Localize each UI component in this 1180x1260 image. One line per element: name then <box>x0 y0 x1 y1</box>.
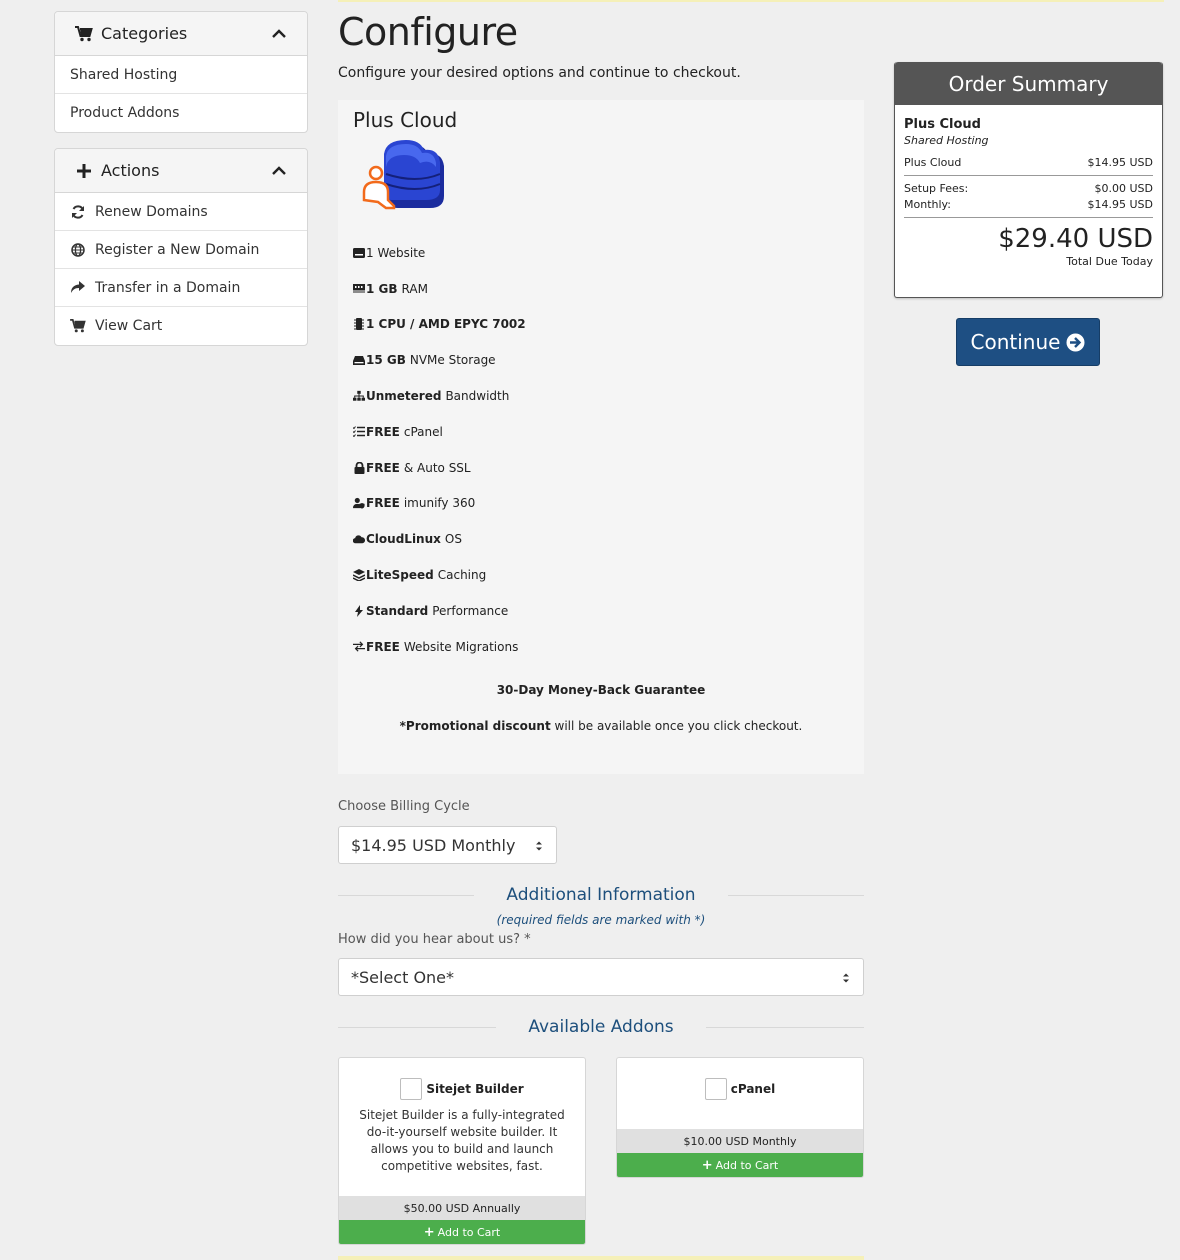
summary-monthly-label: Monthly: <box>904 198 951 211</box>
hear-about-label: How did you hear about us? * <box>338 932 531 947</box>
feature-ssl <box>353 450 843 486</box>
hear-about-select[interactable] <box>338 958 864 996</box>
feature-imunify <box>353 486 843 522</box>
feature-text: imunify 360 <box>403 496 476 511</box>
addon-price: $50.00 USD Annually <box>339 1196 585 1220</box>
select-arrows-icon <box>841 970 851 984</box>
feature-text: cPanel <box>403 424 443 439</box>
summary-monthly <box>904 198 1153 211</box>
plus-icon <box>75 162 93 180</box>
feature-migrations <box>353 629 843 665</box>
summary-product-group: Shared Hosting <box>904 134 989 147</box>
sidebar-item-product-addons[interactable] <box>55 94 307 132</box>
top-border <box>338 0 1164 2</box>
feature-bandwidth <box>353 378 843 414</box>
feature-bold: Unmetered <box>366 389 442 404</box>
feature-bold: 1 GB <box>366 281 398 296</box>
hear-about-value: *Select One* <box>351 967 455 987</box>
exchange-icon <box>353 641 365 653</box>
feature-text: Caching <box>437 568 487 583</box>
order-summary <box>894 62 1163 298</box>
sidebar-item-label: View Cart <box>95 318 163 334</box>
addon-checkbox[interactable] <box>705 1078 727 1100</box>
bolt-icon <box>353 605 365 617</box>
feature-websites <box>353 235 843 271</box>
cart-icon <box>75 25 93 43</box>
addon-header <box>617 1078 863 1100</box>
cloud-icon <box>353 533 365 545</box>
feature-text: NVMe Storage <box>409 353 496 368</box>
share-icon <box>70 280 86 296</box>
divider <box>728 895 864 896</box>
feature-text: Website Migrations <box>403 639 519 654</box>
network-icon <box>353 390 365 402</box>
summary-setup-label: Setup Fees: <box>904 182 969 195</box>
arrow-circle-right-icon <box>1066 333 1085 352</box>
divider <box>904 217 1153 218</box>
additional-info-header <box>338 885 864 905</box>
feature-text: RAM <box>401 281 428 296</box>
microchip-icon <box>353 318 365 330</box>
sidebar-item-shared-hosting[interactable] <box>55 56 307 94</box>
continue-button[interactable] <box>956 318 1100 366</box>
guarantee-text: 30-Day Money-Back Guarantee <box>496 683 706 697</box>
categories-panel <box>54 11 308 133</box>
feature-cpu <box>353 307 843 343</box>
cloud-user-icon <box>360 140 460 216</box>
addon-cpanel <box>616 1057 864 1178</box>
addon-header <box>339 1078 585 1100</box>
addon-price: $10.00 USD Monthly <box>617 1129 863 1153</box>
memory-icon <box>353 283 365 295</box>
page-title: Configure <box>338 10 518 54</box>
summary-line-label: Plus Cloud <box>904 156 962 169</box>
sidebar-item-register-domain[interactable] <box>55 231 307 269</box>
sidebar-item-label: Renew Domains <box>95 203 208 220</box>
addon-sitejet <box>338 1057 586 1245</box>
globe-icon <box>70 242 86 258</box>
chevron-up-icon[interactable] <box>271 163 287 179</box>
feature-bold: FREE <box>366 424 400 439</box>
continue-label: Continue <box>970 330 1061 354</box>
categories-title: Categories <box>101 24 188 43</box>
feature-bold: 15 GB <box>366 353 406 368</box>
feature-text: OS <box>444 532 462 547</box>
list-check-icon <box>353 426 365 438</box>
sidebar-item-renew-domains[interactable] <box>55 193 307 231</box>
add-to-cart-label: Add to Cart <box>437 1225 501 1239</box>
summary-product-name: Plus Cloud <box>904 117 981 132</box>
summary-monthly-price: $14.95 USD <box>1087 198 1153 211</box>
refresh-icon <box>70 204 86 220</box>
select-arrows-icon <box>534 838 544 852</box>
sidebar-item-label: Product Addons <box>70 105 180 121</box>
product-info-box <box>338 100 864 774</box>
feature-bold: FREE <box>366 460 400 475</box>
promo-bold: *Promotional discount <box>399 719 551 733</box>
required-note: (required fields are marked with *) <box>496 913 706 927</box>
feature-litespeed <box>353 557 843 593</box>
feature-bold: LiteSpeed <box>366 568 434 583</box>
summary-line-item <box>904 156 1153 169</box>
sidebar-item-view-cart[interactable] <box>55 307 307 345</box>
addons-header <box>338 1017 864 1037</box>
feature-text: & Auto SSL <box>403 460 471 475</box>
plus-icon: + <box>701 1157 713 1173</box>
billing-cycle-select[interactable] <box>338 826 557 864</box>
add-to-cart-button[interactable] <box>339 1220 585 1244</box>
feature-storage <box>353 342 843 378</box>
divider <box>706 1027 864 1028</box>
chevron-up-icon[interactable] <box>271 26 287 42</box>
add-to-cart-button[interactable] <box>617 1153 863 1177</box>
actions-panel <box>54 148 308 346</box>
categories-panel-header[interactable] <box>55 12 307 56</box>
sidebar-item-label: Register a New Domain <box>95 241 260 258</box>
summary-total-label: Total Due Today <box>1066 255 1153 268</box>
billing-cycle-value: $14.95 USD Monthly <box>351 835 516 855</box>
promo-text <box>338 719 864 733</box>
promo-rest: will be available once you click checkout. <box>550 719 803 733</box>
actions-panel-header[interactable] <box>55 149 307 193</box>
feature-performance <box>353 593 843 629</box>
feature-text: Bandwidth <box>445 389 510 404</box>
feature-text: Performance <box>432 603 509 618</box>
product-name: Plus Cloud <box>353 108 458 132</box>
page-subtitle: Configure your desired options and continue to checkout. <box>338 65 741 81</box>
summary-setup-fees <box>904 182 1153 195</box>
divider <box>338 895 474 896</box>
layers-icon <box>353 569 365 581</box>
addon-name: Sitejet Builder <box>426 1082 524 1096</box>
feature-bold: FREE <box>366 496 400 511</box>
addon-checkbox[interactable] <box>400 1078 422 1100</box>
feature-cpanel <box>353 414 843 450</box>
feature-bold: Standard <box>366 603 429 618</box>
lock-icon <box>353 462 365 474</box>
order-summary-title: Order Summary <box>895 62 1162 105</box>
bottom-border <box>338 1256 864 1260</box>
feature-cloudlinux <box>353 521 843 557</box>
add-to-cart-label: Add to Cart <box>715 1158 779 1172</box>
feature-bold: FREE <box>366 639 400 654</box>
feature-bold: 1 CPU / AMD EPYC 7002 <box>366 317 526 332</box>
billing-cycle-label: Choose Billing Cycle <box>338 799 470 814</box>
addon-description: Sitejet Builder is a fully-integrated do-it-yourself website builder. It allows you to build and launch competitive websites, fast. <box>359 1108 565 1173</box>
divider <box>904 175 1153 176</box>
summary-line-price: $14.95 USD <box>1087 156 1153 169</box>
feature-list <box>353 235 843 665</box>
cart-icon <box>70 318 86 334</box>
addon-name: cPanel <box>730 1082 776 1096</box>
addons-title: Available Addons <box>528 1017 674 1037</box>
drive-icon <box>353 354 365 366</box>
plus-icon: + <box>423 1224 435 1240</box>
feature-ram <box>353 271 843 307</box>
feature-bold: CloudLinux <box>366 532 441 547</box>
additional-info-title: Additional Information <box>506 885 696 905</box>
sidebar-item-label: Shared Hosting <box>70 66 178 83</box>
divider <box>338 1027 496 1028</box>
sidebar-item-transfer-domain[interactable] <box>55 269 307 307</box>
sidebar-item-label: Transfer in a Domain <box>95 279 241 296</box>
actions-title: Actions <box>101 161 160 180</box>
feature-text: 1 Website <box>366 245 426 260</box>
summary-setup-price: $0.00 USD <box>1094 182 1153 195</box>
hdd-icon <box>353 247 365 259</box>
summary-total: $29.40 USD <box>998 224 1153 254</box>
user-shield-icon <box>353 497 365 509</box>
